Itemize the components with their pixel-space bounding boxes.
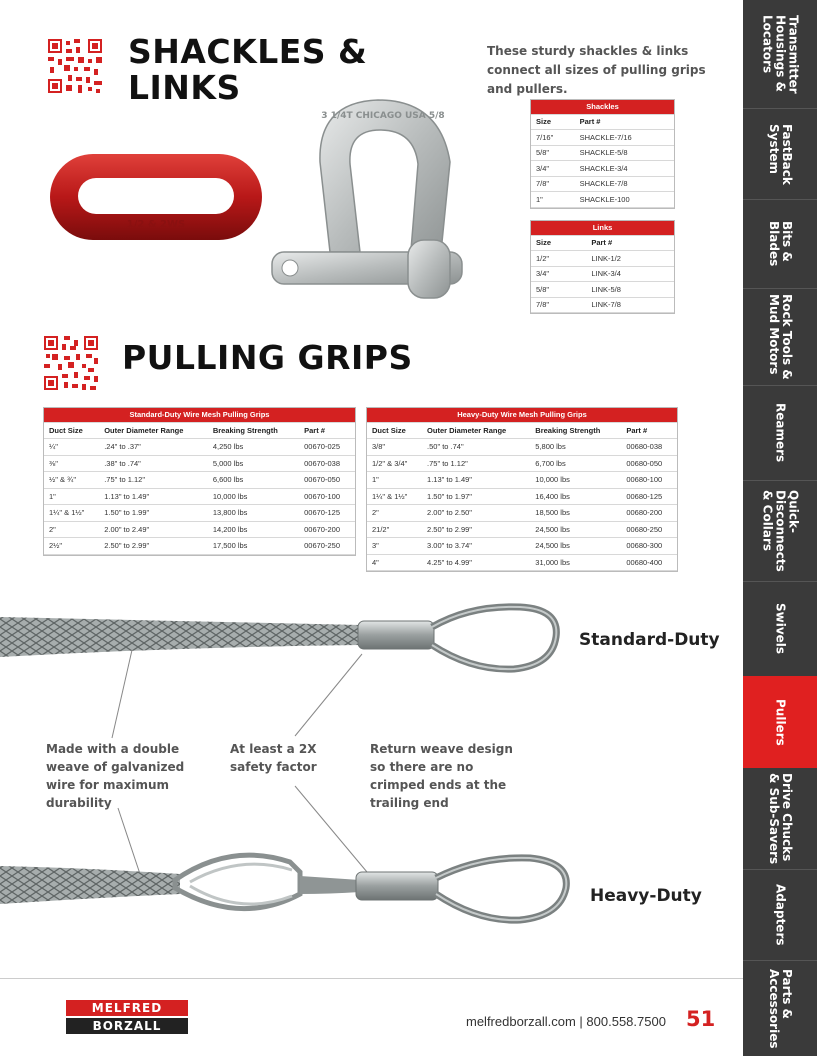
table-cell: 6,700 lbs (530, 455, 621, 472)
sidenav-item-label: Swivels (773, 603, 788, 655)
table-cell: SHACKLE-7/8 (575, 176, 674, 192)
sidenav-item-rock-tools[interactable] (743, 289, 817, 385)
table-cell: 17,500 lbs (208, 538, 299, 555)
hd-header-duct: Duct Size (367, 422, 422, 439)
standard-table-caption: Standard-Duty Wire Mesh Pulling Grips (44, 408, 355, 422)
table-row (531, 266, 674, 282)
hd-header-od: Outer Diameter Range (422, 422, 530, 439)
sidenav-item-drive-chucks[interactable] (743, 769, 817, 869)
std-header-strength: Breaking Strength (208, 422, 299, 439)
table-cell: 5/8" (531, 145, 575, 161)
table-cell: LINK-1/2 (586, 251, 674, 267)
table-row (367, 538, 677, 555)
shackles-table-caption: Shackles (531, 100, 674, 114)
table-row (531, 145, 674, 161)
sidenav-item-transmitter[interactable] (743, 0, 817, 108)
table-row (367, 505, 677, 522)
table-cell: 1.50" to 1.99" (99, 505, 208, 522)
table-cell: SHACKLE-7/16 (575, 130, 674, 146)
table-row (367, 439, 677, 456)
std-header-part: Part # (299, 422, 355, 439)
callout-weave: Made with a double weave of galvanized wire for maximum durability (46, 742, 185, 810)
hd-header-part: Part # (621, 422, 677, 439)
sidenav-item-reamers[interactable] (743, 386, 817, 480)
table-cell: 00680-038 (621, 439, 677, 456)
table-cell: 16,400 lbs (530, 488, 621, 505)
shackles-links-title: SHACKLES & LINKS (128, 32, 368, 107)
sidenav-item-label: Quick- Disconnects & Collars (760, 490, 801, 572)
heavy-duty-table (366, 407, 678, 572)
callout-safety: At least a 2X safety factor (230, 742, 317, 774)
standard-duty-label: Standard-Duty (579, 630, 720, 650)
table-cell: SHACKLE-3/4 (575, 161, 674, 177)
shackle-photo (268, 92, 493, 310)
table-cell: 31,000 lbs (530, 554, 621, 571)
table-cell: 1" (531, 192, 575, 208)
table-cell: 1¼" & 1½" (44, 505, 99, 522)
link-photo (48, 150, 266, 246)
callout-return: Return weave design so there are no crimped ends at the trailing end (370, 742, 513, 810)
table-cell: 13,800 lbs (208, 505, 299, 522)
intro-text: These sturdy shackles & links connect all sizes of pulling grips and pullers. (487, 44, 706, 96)
sidenav-item-label: Drive Chucks & Sub-Savers (767, 773, 794, 865)
table-row (531, 251, 674, 267)
sidenav-item-label: Adapters (773, 884, 788, 946)
table-cell: 1" (44, 488, 99, 505)
table-cell: SHACKLE-5/8 (575, 145, 674, 161)
links-header-size: Size (531, 235, 586, 251)
footer-divider (0, 978, 743, 979)
hd-header-strength: Breaking Strength (530, 422, 621, 439)
table-row (531, 176, 674, 192)
table-row (44, 439, 355, 456)
table-row (44, 455, 355, 472)
table-row (44, 488, 355, 505)
table-cell: 00670-100 (299, 488, 355, 505)
table-cell: 3/8" (367, 439, 422, 456)
table-cell: 21/2" (367, 521, 422, 538)
table-cell: LINK-7/8 (586, 297, 674, 313)
table-cell: LINK-3/4 (586, 266, 674, 282)
table-cell: 1" (367, 472, 422, 489)
table-cell: .38" to .74" (99, 455, 208, 472)
table-row (367, 521, 677, 538)
table-row (367, 472, 677, 489)
table-cell: ½" & ¾" (44, 472, 99, 489)
table-cell: 5,800 lbs (530, 439, 621, 456)
table-cell: 5/8" (531, 282, 586, 298)
table-cell: 4" (367, 554, 422, 571)
table-cell: .75" to 1.12" (422, 455, 530, 472)
table-cell: 00670-050 (299, 472, 355, 489)
table-cell: 24,500 lbs (530, 538, 621, 555)
table-cell: 24,500 lbs (530, 521, 621, 538)
table-cell: 5,000 lbs (208, 455, 299, 472)
table-cell: 1.13" to 1.49" (422, 472, 530, 489)
table-cell: 7/8" (531, 297, 586, 313)
table-cell: 7/8" (531, 176, 575, 192)
table-row (367, 488, 677, 505)
table-cell: ¼" (44, 439, 99, 456)
table-cell: 00670-200 (299, 521, 355, 538)
table-row (44, 521, 355, 538)
table-cell: 1/2" & 3/4" (367, 455, 422, 472)
table-cell: 2" (44, 521, 99, 538)
table-cell: 14,200 lbs (208, 521, 299, 538)
sidenav-item-bits-blades[interactable] (743, 200, 817, 288)
sidenav-item-quick-disconnects[interactable] (743, 481, 817, 581)
qr-code-shackles[interactable] (48, 39, 102, 93)
shackles-header-size: Size (531, 114, 575, 130)
table-cell: 1.13" to 1.49" (99, 488, 208, 505)
table-cell: 18,500 lbs (530, 505, 621, 522)
table-cell: 00670-250 (299, 538, 355, 555)
melfred-borzall-logo[interactable] (66, 1000, 188, 1034)
table-cell: 1¼" & 1½" (367, 488, 422, 505)
table-cell: 3" (367, 538, 422, 555)
page-number: 51 (686, 1007, 716, 1031)
heavy-duty-label: Heavy-Duty (590, 886, 702, 906)
table-cell: 3/4" (531, 266, 586, 282)
sidenav-item-label: Reamers (773, 403, 788, 463)
table-row (531, 282, 674, 298)
table-cell: 00670-038 (299, 455, 355, 472)
table-cell: 2.50" to 2.99" (99, 538, 208, 555)
table-cell: .50" to .74" (422, 439, 530, 456)
sidenav-item-label: Rock Tools & Mud Motors (767, 294, 794, 380)
links-table (530, 220, 675, 314)
table-row (44, 538, 355, 555)
table-cell: 10,000 lbs (208, 488, 299, 505)
logo-bottom: BORZALL (66, 1018, 188, 1034)
shackles-table (530, 99, 675, 209)
heavy-grip-photo (0, 836, 580, 936)
table-cell: 00670-025 (299, 439, 355, 456)
table-row (531, 161, 674, 177)
table-cell: SHACKLE-100 (575, 192, 674, 208)
sidenav-item-label: Pullers (773, 698, 788, 746)
table-cell: .75" to 1.12" (99, 472, 208, 489)
std-header-duct: Duct Size (44, 422, 99, 439)
shackles-header-part: Part # (575, 114, 674, 130)
side-navigation (743, 0, 817, 1056)
table-row (367, 554, 677, 571)
table-cell: 2" (367, 505, 422, 522)
table-cell: 2.50" to 2.99" (422, 521, 530, 538)
table-row (367, 455, 677, 472)
table-cell: 4.25" to 4.99" (422, 554, 530, 571)
pulling-grips-title: PULLING GRIPS (122, 338, 413, 377)
link-emboss-text: 1/2 & 2WS (126, 219, 186, 230)
sidenav-item-parts-accessories[interactable] (743, 961, 817, 1056)
table-cell: 7/16" (531, 130, 575, 146)
table-row (44, 472, 355, 489)
links-header-part: Part # (586, 235, 674, 251)
table-cell: 2.00" to 2.50" (422, 505, 530, 522)
table-cell: 00680-300 (621, 538, 677, 555)
table-row (44, 505, 355, 522)
sidenav-item-pullers[interactable] (743, 676, 817, 768)
table-cell: 4,250 lbs (208, 439, 299, 456)
table-row (531, 192, 674, 208)
table-cell: 2½" (44, 538, 99, 555)
table-cell: 3.00" to 3.74" (422, 538, 530, 555)
table-cell: LINK-5/8 (586, 282, 674, 298)
links-table-caption: Links (531, 221, 674, 235)
table-cell: 2.00" to 2.49" (99, 521, 208, 538)
qr-code-pulling-grips-icon (44, 336, 98, 390)
sidenav-item-adapters[interactable] (743, 870, 817, 960)
table-cell: ⅜" (44, 455, 99, 472)
qr-code-shackles-icon (48, 39, 102, 93)
qr-code-pulling-grips[interactable] (44, 336, 98, 390)
table-row (531, 130, 674, 146)
table-row (531, 297, 674, 313)
sidenav-item-swivels[interactable] (743, 582, 817, 676)
logo-top: MELFRED (66, 1000, 188, 1016)
table-cell: 00670-125 (299, 505, 355, 522)
sidenav-item-label: Bits & Blades (767, 221, 794, 267)
heavy-table-caption: Heavy-Duty Wire Mesh Pulling Grips (367, 408, 677, 422)
table-cell: 00680-250 (621, 521, 677, 538)
sidenav-item-label: Transmitter Housings & Locators (760, 14, 801, 94)
sidenav-item-label: FastBack System (767, 123, 794, 185)
standard-duty-table (43, 407, 356, 556)
std-header-od: Outer Diameter Range (99, 422, 208, 439)
table-cell: 00680-400 (621, 554, 677, 571)
table-cell: 1/2" (531, 251, 586, 267)
table-cell: 3/4" (531, 161, 575, 177)
sidenav-item-label: Parts & Accessories (767, 968, 794, 1049)
shackle-emboss-text: 3 1/4T CHICAGO USA 5/8 (321, 111, 445, 121)
table-cell: 00680-200 (621, 505, 677, 522)
table-cell: 00680-125 (621, 488, 677, 505)
table-cell: 00680-100 (621, 472, 677, 489)
contact-info[interactable]: melfredborzall.com | 800.558.7500 (466, 1014, 666, 1029)
sidenav-item-fastback[interactable] (743, 109, 817, 199)
table-cell: 00680-050 (621, 455, 677, 472)
table-cell: 10,000 lbs (530, 472, 621, 489)
table-cell: 6,600 lbs (208, 472, 299, 489)
table-cell: 1.50" to 1.97" (422, 488, 530, 505)
table-cell: .24" to .37" (99, 439, 208, 456)
